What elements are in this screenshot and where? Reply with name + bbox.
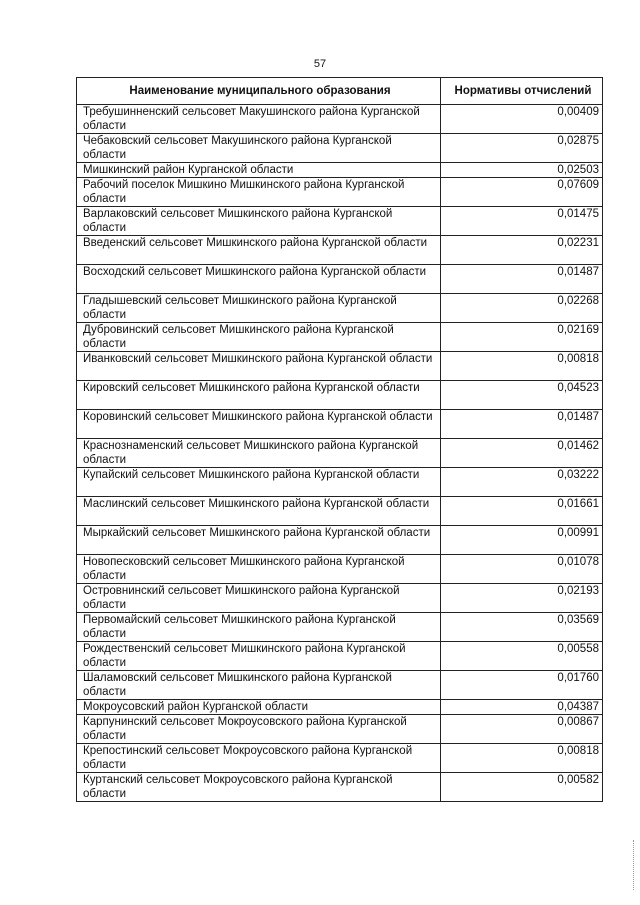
municipality-name-cell: Островнинский сельсовет Мишкинского района Курганской области	[77, 584, 441, 613]
allocation-norm-cell: 0,01078	[441, 555, 603, 584]
allocation-norm-cell: 0,02193	[441, 584, 603, 613]
allocation-norm-cell: 0,02875	[441, 134, 603, 163]
allocation-norm-cell: 0,02169	[441, 323, 603, 352]
table-row	[77, 497, 603, 526]
table-row	[77, 642, 603, 671]
allocation-norm-cell: 0,02268	[441, 294, 603, 323]
allocation-norm-cell: 0,00582	[441, 773, 603, 802]
municipality-name-cell: Варлаковский сельсовет Мишкинского района Курганской области	[77, 207, 441, 236]
table-row	[77, 744, 603, 773]
municipality-name-cell: Мишкинский район Курганской области	[77, 163, 441, 178]
municipality-name-cell: Шаламовский сельсовет Мишкинского района Курганской области	[77, 671, 441, 700]
table-header-row	[77, 78, 603, 105]
municipality-name-cell: Рождественский сельсовет Мишкинского района Курганской области	[77, 642, 441, 671]
allocation-norm-cell: 0,00818	[441, 744, 603, 773]
municipality-name-cell: Иванковский сельсовет Мишкинского района Курганской области	[77, 352, 441, 381]
table-row	[77, 352, 603, 381]
table-row	[77, 207, 603, 236]
allocation-norm-cell: 0,01462	[441, 439, 603, 468]
allocation-norm-cell: 0,00818	[441, 352, 603, 381]
table-row	[77, 323, 603, 352]
table-row	[77, 700, 603, 715]
allocation-norm-cell: 0,01661	[441, 497, 603, 526]
table-row	[77, 105, 603, 134]
allocation-norm-cell: 0,00991	[441, 526, 603, 555]
allocation-norm-cell: 0,04523	[441, 381, 603, 410]
municipality-name-cell: Гладышевский сельсовет Мишкинского района Курганской области	[77, 294, 441, 323]
municipality-name-cell: Новопесковский сельсовет Мишкинского района Курганской области	[77, 555, 441, 584]
allocation-norm-cell: 0,04387	[441, 700, 603, 715]
allocation-norm-cell: 0,00409	[441, 105, 603, 134]
municipality-name-cell: Куртанский сельсовет Мокроусовского района Курганской области	[77, 773, 441, 802]
table-row	[77, 773, 603, 802]
allocation-norm-cell: 0,01760	[441, 671, 603, 700]
allocation-norm-cell: 0,00867	[441, 715, 603, 744]
header-allocation-norms: Нормативы отчислений	[441, 78, 603, 105]
municipality-name-cell: Крепостинский сельсовет Мокроусовского района Курганской области	[77, 744, 441, 773]
allocation-norm-cell: 0,03222	[441, 468, 603, 497]
municipality-name-cell: Купайский сельсовет Мишкинского района Курганской области	[77, 468, 441, 497]
table-row	[77, 584, 603, 613]
allocation-norm-cell: 0,02231	[441, 236, 603, 265]
municipality-name-cell: Чебаковский сельсовет Макушинского района Курганской области	[77, 134, 441, 163]
allocation-norm-cell: 0,00558	[441, 642, 603, 671]
municipality-name-cell: Рабочий поселок Мишкино Мишкинского района Курганской области	[77, 178, 441, 207]
municipality-name-cell: Маслинский сельсовет Мишкинского района Курганской области	[77, 497, 441, 526]
allocation-norm-cell: 0,03569	[441, 613, 603, 642]
table-row	[77, 439, 603, 468]
table-row	[77, 715, 603, 744]
table-row	[77, 163, 603, 178]
municipality-name-cell: Первомайский сельсовет Мишкинского района Курганской области	[77, 613, 441, 642]
table-row	[77, 294, 603, 323]
table-row	[77, 671, 603, 700]
table-row	[77, 134, 603, 163]
table-row	[77, 178, 603, 207]
municipality-name-cell: Восходский сельсовет Мишкинского района Курганской области	[77, 265, 441, 294]
allocation-norm-cell: 0,01487	[441, 265, 603, 294]
table-row	[77, 555, 603, 584]
municipality-name-cell: Карпунинский сельсовет Мокроусовского района Курганской области	[77, 715, 441, 744]
table-row	[77, 526, 603, 555]
allocation-norm-cell: 0,01487	[441, 410, 603, 439]
allocation-norm-cell: 0,07609	[441, 178, 603, 207]
municipality-name-cell: Мокроусовский район Курганской области	[77, 700, 441, 715]
municipality-name-cell: Требушинненский сельсовет Макушинского района Курганской области	[77, 105, 441, 134]
allocation-norm-cell: 0,02503	[441, 163, 603, 178]
table-row	[77, 381, 603, 410]
page-number: 57	[313, 58, 327, 70]
table-row	[77, 265, 603, 294]
header-municipality-name: Наименование муниципального образования	[77, 78, 441, 105]
municipality-name-cell: Введенский сельсовет Мишкинского района Курганской области	[77, 236, 441, 265]
municipality-name-cell: Коровинский сельсовет Мишкинского района Курганской области	[77, 410, 441, 439]
municipality-name-cell: Дубровинский сельсовет Мишкинского района Курганской области	[77, 323, 441, 352]
scan-edge-marks	[633, 840, 636, 890]
table-body	[77, 105, 603, 802]
allocation-norms-table	[76, 77, 603, 802]
table-row	[77, 236, 603, 265]
table-row	[77, 468, 603, 497]
municipality-name-cell: Мыркайский сельсовет Мишкинского района Курганской области	[77, 526, 441, 555]
municipality-name-cell: Кировский сельсовет Мишкинского района Курганской области	[77, 381, 441, 410]
municipality-name-cell: Краснознаменский сельсовет Мишкинского района Курганской области	[77, 439, 441, 468]
table-row	[77, 410, 603, 439]
table-row	[77, 613, 603, 642]
allocation-norm-cell: 0,01475	[441, 207, 603, 236]
